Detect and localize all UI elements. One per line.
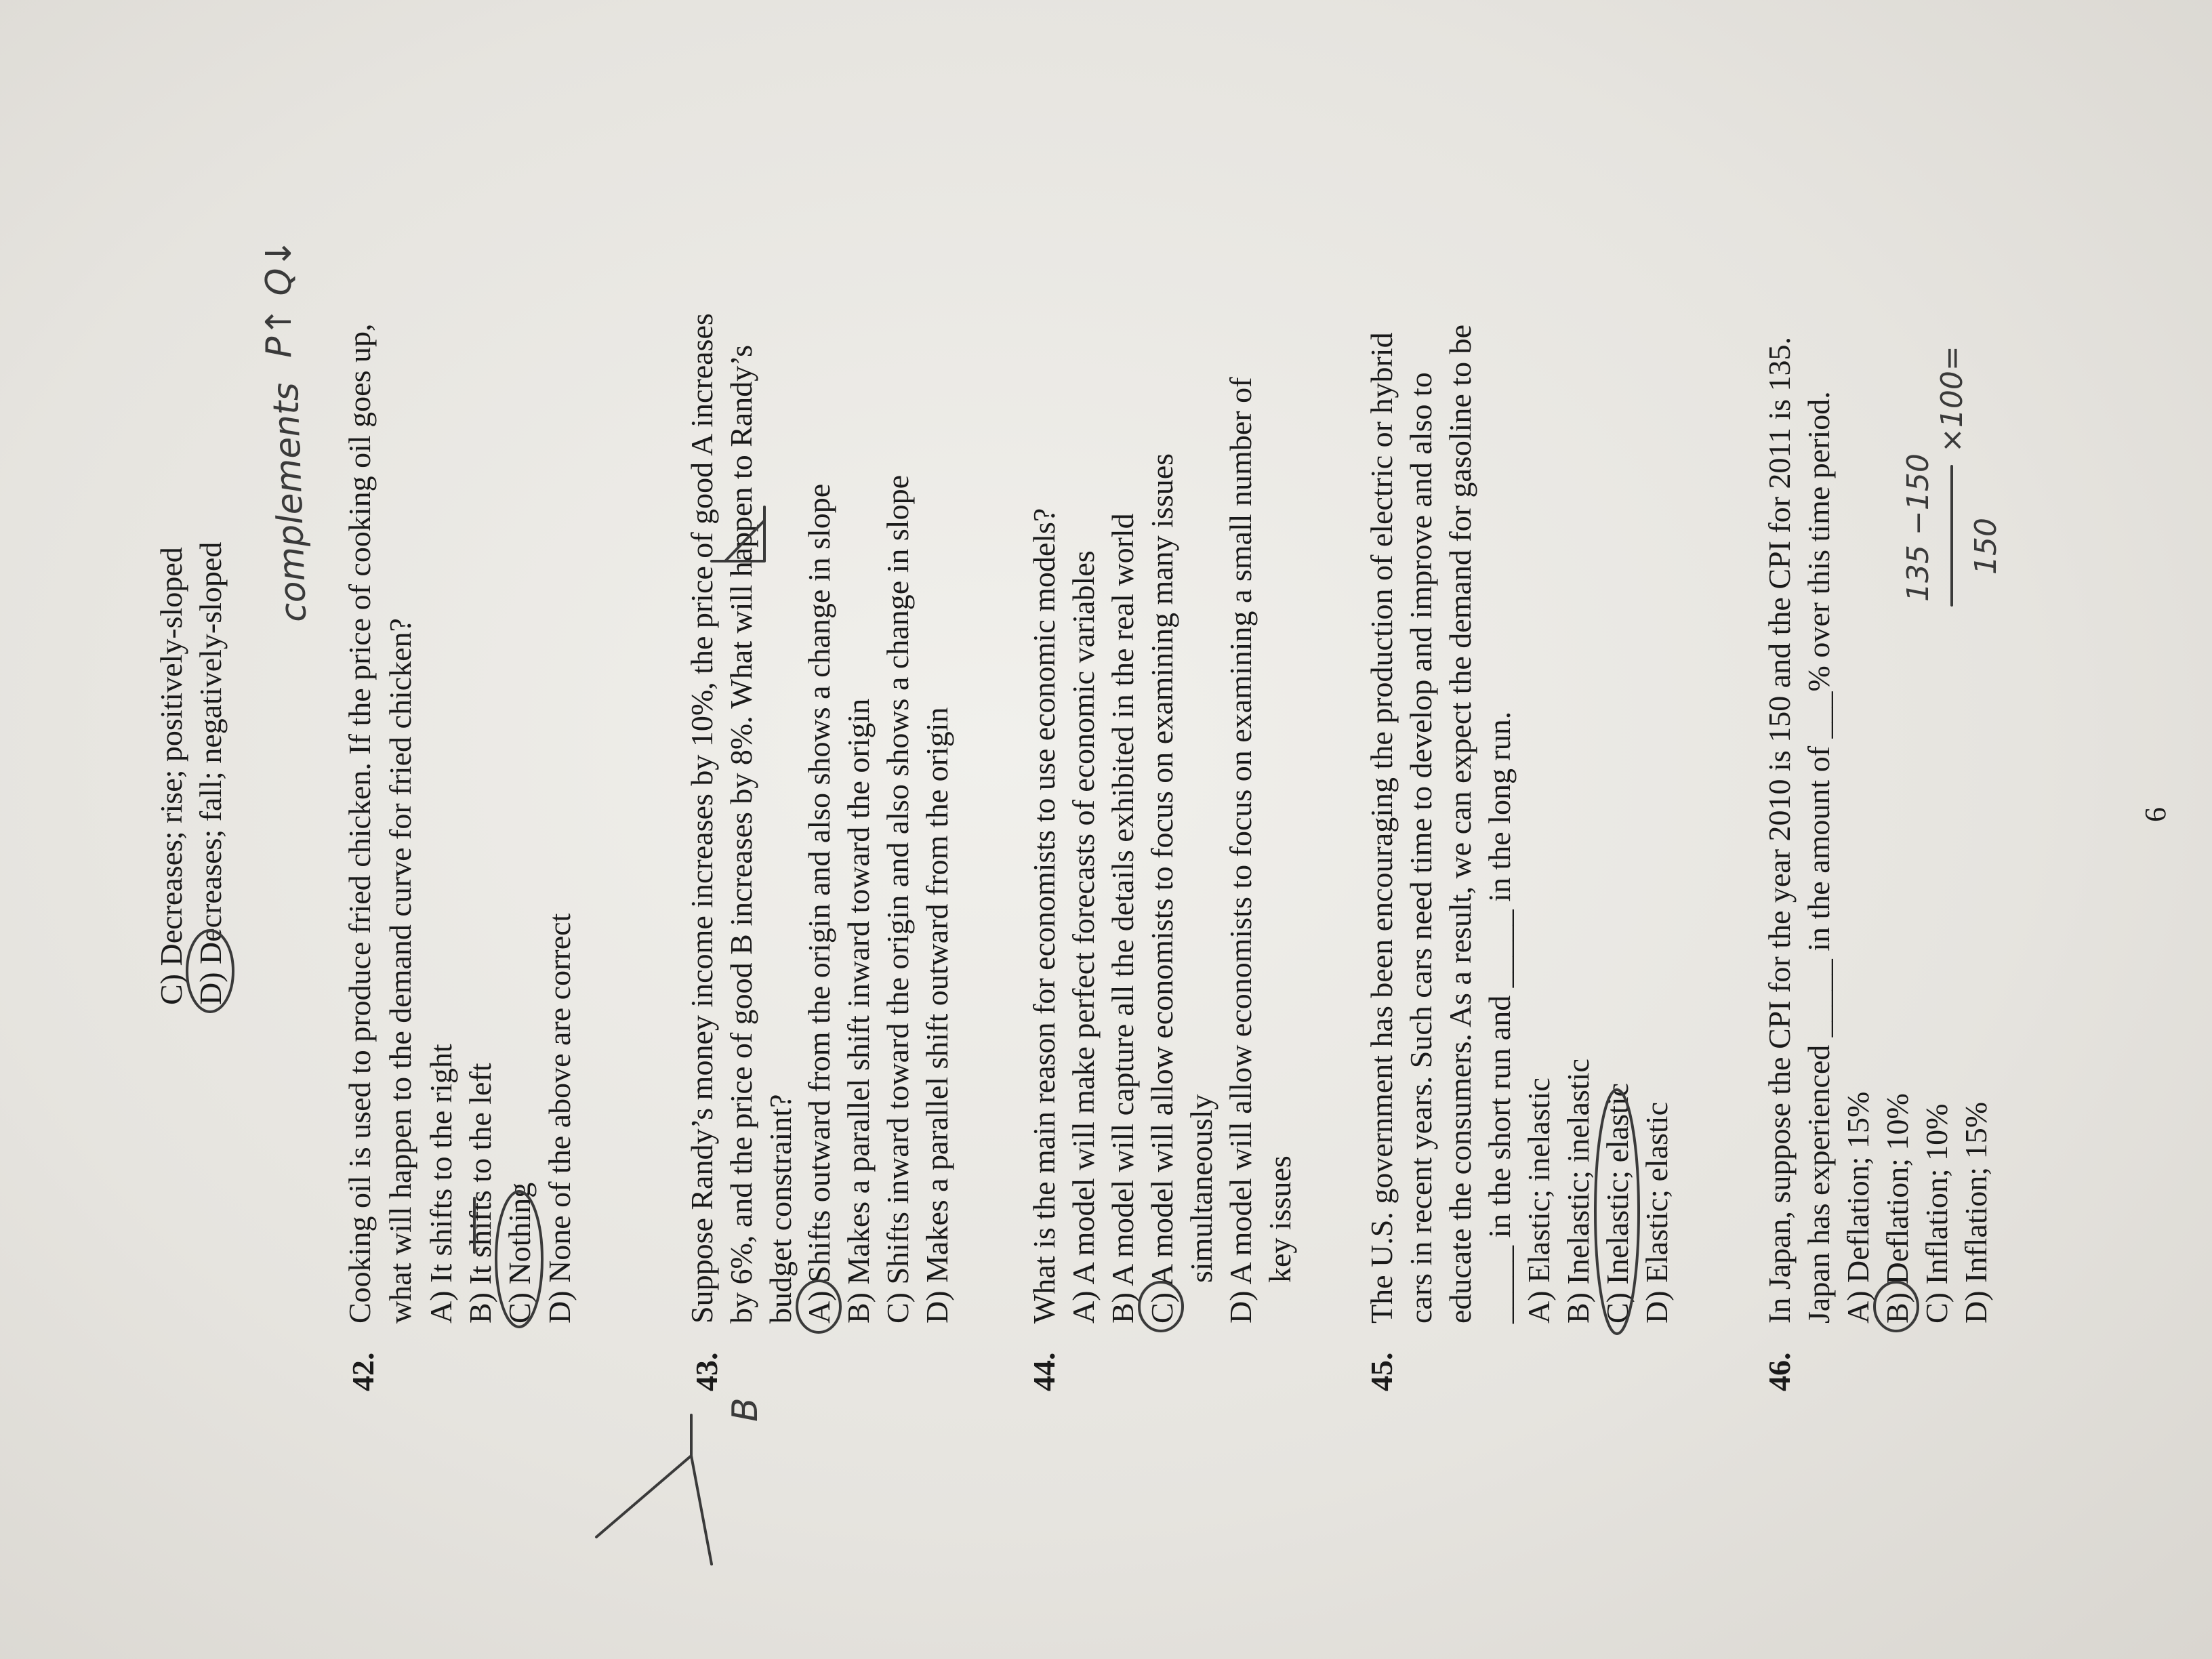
carryover-option-c: C) Decreases; rise; positively-sloped (154, 547, 188, 1005)
carryover-option-d: D) Decreases; fall; negatively-sloped (193, 541, 228, 1005)
question-44-option-a: A) A model will make perfect forecasts of economic variables (1066, 550, 1101, 1324)
question-45-option-d: D) Elastic; elastic (1639, 1102, 1674, 1324)
question-46-number: 46. (1762, 1352, 1797, 1391)
question-43-text-line2: by 6%, and the price of good B increases by 8%. What will happen to Randy’s (724, 345, 758, 1324)
question-45-text-line4: _____ in the short run and _____ in the long run. (1482, 711, 1517, 1324)
question-42-option-c: C) Nothing (502, 1182, 537, 1324)
question-46-option-a: A) Deflation; 15% (1841, 1091, 1875, 1324)
question-43-text-line3: budget constraint? (763, 1094, 798, 1324)
answer-circle-45-c (1595, 1090, 1639, 1334)
question-43-option-a: A) Shifts outward from the origin and also shows a change in slope (802, 483, 836, 1324)
question-42-option-d: D) None of the above are correct (542, 913, 577, 1324)
question-43-option-d: D) Makes a parallel shift outward from the origin (920, 707, 954, 1324)
question-42-option-a: A) It shifts to the right (424, 1044, 458, 1324)
answer-circle-carryover-d (187, 930, 233, 1012)
answer-circle-46-b (1875, 1282, 1918, 1331)
question-44-option-d-line1: D) A model will allow economists to focus on examining a small number of (1223, 377, 1258, 1324)
handwritten-work-denominator: 150 (1969, 518, 2003, 575)
question-44-number: 44. (1027, 1352, 1061, 1391)
handwritten-work-numerator: 135 −150 (1901, 453, 1936, 602)
question-45-text-line2: cars in recent years. Such cars need time to develop and improve and also to (1404, 372, 1438, 1324)
question-45-text-line1: The U.S. government has been encouraging the production of electric or hybrid (1364, 332, 1399, 1324)
question-46-text-line1: In Japan, suppose the CPI for the year 2010 is 150 and the CPI for 2011 is 135. (1762, 336, 1797, 1324)
question-45-option-a: A) Elastic; inelastic (1521, 1078, 1556, 1324)
question-42-text-line1: Cooking oil is used to produce fried chicken. If the price of cooking oil goes up, (342, 323, 377, 1324)
question-44-option-c-line1: C) A model will allow economists to focus on examining many issues (1145, 453, 1179, 1324)
question-44-option-c-line2: simultaneously (1184, 1094, 1218, 1283)
question-42-number: 42. (346, 1352, 380, 1391)
margin-arrow-43 (596, 1415, 712, 1564)
question-44-text-line1: What is the main reason for economists to use economic models? (1027, 508, 1061, 1324)
question-46-option-c: C) Inflation; 10% (1919, 1103, 1954, 1324)
question-44-option-d-line2: key issues (1263, 1155, 1297, 1283)
answer-circle-44-c (1139, 1282, 1183, 1331)
question-46-option-d: D) Inflation; 15% (1959, 1101, 1993, 1324)
question-45-option-b: B) Inelastic; inelastic (1561, 1059, 1595, 1324)
question-45-option-c: C) Inelastic; elastic (1600, 1082, 1635, 1324)
question-43-text-line1: Suppose Randy’s money income increases by 10%, the price of good A increases (684, 313, 719, 1324)
answer-circle-42-c (496, 1191, 542, 1327)
handwritten-complements: complements (265, 382, 315, 623)
question-46-option-b: B) Deflation; 10% (1880, 1093, 1914, 1324)
question-43-number: 43. (689, 1352, 724, 1391)
question-46-text-line2: Japan has experienced _____ in the amount of ___% over this time period. (1801, 391, 1836, 1324)
budget-sketch-43 (712, 507, 764, 561)
page-number: 6 (2139, 807, 2172, 822)
handwritten-work-multiply: ×100= (1935, 346, 1969, 453)
question-42-text-line2: what will happen to the demand curve for fried chicken? (383, 618, 417, 1324)
handwritten-margin-answer-43: B (725, 1397, 766, 1422)
question-43-option-c: C) Shifts inward toward the origin and also shows a change in slope (880, 475, 915, 1324)
question-45-text-line3: educate the consumers. As a result, we can expect the demand for gasoline to be (1443, 324, 1477, 1324)
question-44-option-b: B) A model will capture all the details exhibited in the real world (1105, 513, 1140, 1324)
question-43-option-b: B) Makes a parallel shift inward toward the origin (841, 698, 876, 1324)
question-45-number: 45. (1364, 1352, 1399, 1391)
question-42-option-b: B) It shifts to the left (463, 1063, 497, 1324)
answer-circle-43-a (797, 1281, 840, 1332)
handwritten-price-quantity: P↑ Q↓ (259, 239, 300, 358)
